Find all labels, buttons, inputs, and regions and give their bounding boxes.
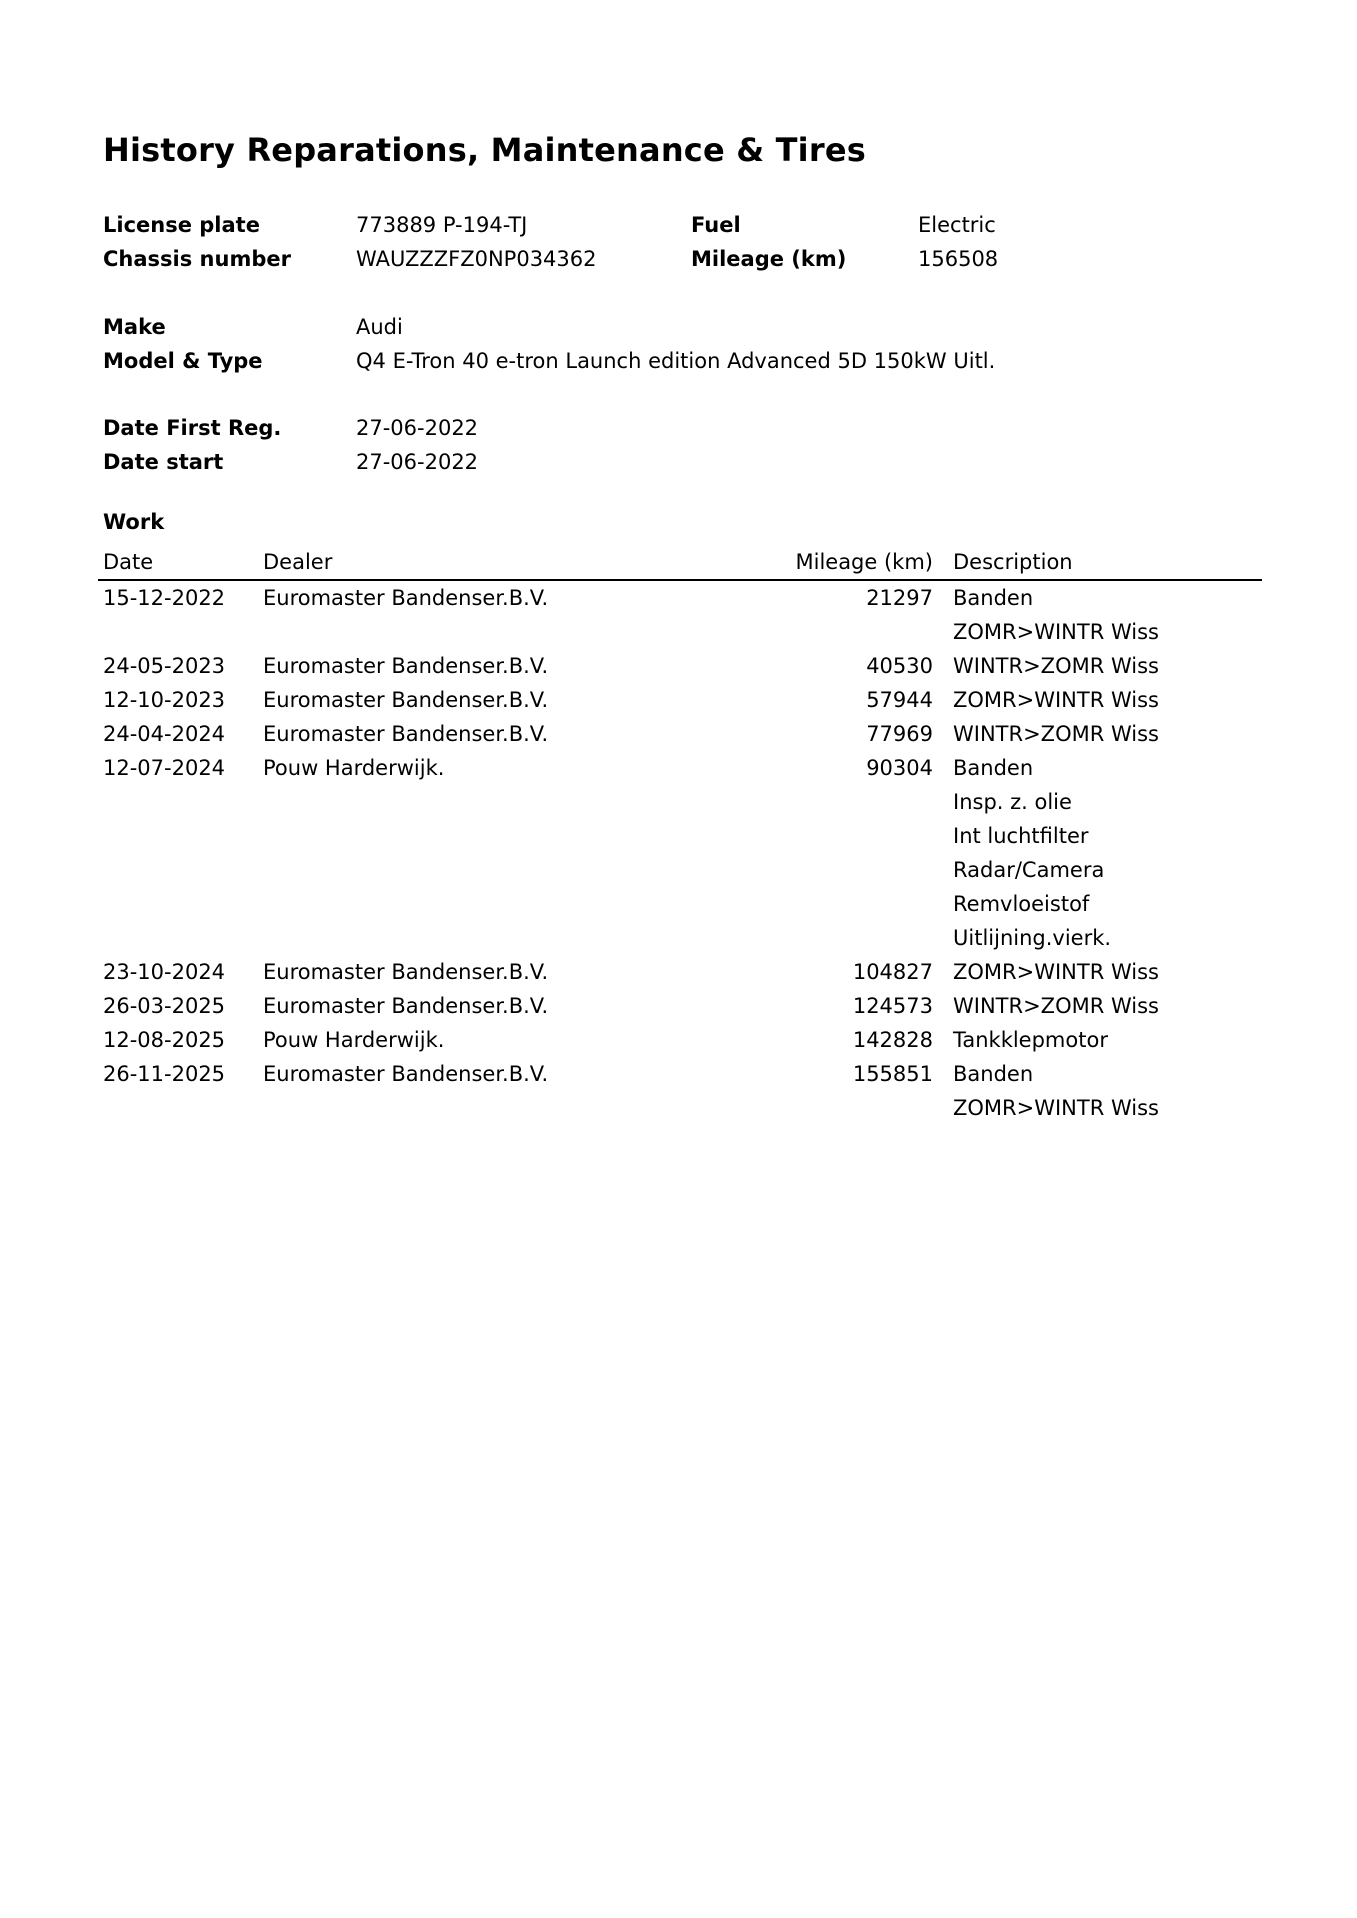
cell-description: Banden <box>953 1062 1034 1086</box>
cell-dealer <box>258 887 678 921</box>
cell-date: 24-05-2023 <box>103 654 226 678</box>
cell-dealer: Euromaster Bandenser.B.V. <box>263 688 549 712</box>
cell-date: 24-04-2024 <box>103 722 226 746</box>
cell-description: Int luchtfilter <box>953 824 1089 848</box>
cell-mileage: 104827 <box>852 960 933 984</box>
date-start-label: Date start <box>103 450 224 474</box>
cell-date <box>98 921 258 955</box>
cell-mileage <box>678 785 948 819</box>
cell-mileage: 21297 <box>866 586 933 610</box>
cell-description: Banden <box>953 756 1034 780</box>
cell-dealer <box>258 819 678 853</box>
table-row <box>98 887 1262 921</box>
cell-description: WINTR>ZOMR Wiss <box>953 722 1160 746</box>
cell-mileage <box>678 853 948 887</box>
cell-description: ZOMR>WINTR Wiss <box>953 1096 1160 1120</box>
first-reg-label: Date First Reg. <box>103 416 282 440</box>
make-label: Make <box>103 315 166 339</box>
header-description: Description <box>948 545 1262 580</box>
cell-date: 15-12-2022 <box>103 586 226 610</box>
mileage-label: Mileage (km) <box>691 247 847 271</box>
cell-dealer <box>258 921 678 955</box>
fuel-label: Fuel <box>691 213 741 237</box>
cell-date: 26-03-2025 <box>103 994 226 1018</box>
fuel-value: Electric <box>918 213 996 237</box>
cell-dealer <box>258 853 678 887</box>
cell-mileage: 40530 <box>866 654 933 678</box>
cell-dealer: Euromaster Bandenser.B.V. <box>263 1062 549 1086</box>
cell-mileage: 77969 <box>866 722 933 746</box>
cell-description: ZOMR>WINTR Wiss <box>953 960 1160 984</box>
cell-dealer: Euromaster Bandenser.B.V. <box>263 722 549 746</box>
chassis-value: WAUZZZFZ0NP034362 <box>356 247 597 271</box>
cell-mileage: 155851 <box>852 1062 933 1086</box>
first-reg-value: 27-06-2022 <box>356 416 479 440</box>
table-row <box>98 819 1262 853</box>
table-row <box>98 1091 1262 1125</box>
table-row <box>98 1023 1262 1057</box>
date-start-value: 27-06-2022 <box>356 450 479 474</box>
page-title: History Reparations, Maintenance & Tires <box>103 131 866 169</box>
cell-date: 12-10-2023 <box>103 688 226 712</box>
table-row <box>98 989 1262 1023</box>
cell-mileage <box>678 921 948 955</box>
cell-description: ZOMR>WINTR Wiss <box>953 688 1160 712</box>
license-plate-value: 773889 P-194-TJ <box>356 213 528 237</box>
cell-mileage: 90304 <box>866 756 933 780</box>
cell-date <box>98 1091 258 1125</box>
cell-dealer: Pouw Harderwijk. <box>263 1028 445 1052</box>
table-header-row <box>98 545 1262 580</box>
cell-description: Tankklepmotor <box>953 1028 1108 1052</box>
cell-mileage: 124573 <box>852 994 933 1018</box>
table-row <box>98 921 1262 955</box>
cell-date: 26-11-2025 <box>103 1062 226 1086</box>
cell-dealer <box>258 1091 678 1125</box>
table-row <box>98 853 1262 887</box>
cell-mileage <box>678 819 948 853</box>
cell-description: Radar/Camera <box>953 858 1105 882</box>
cell-description: Insp. z. olie <box>953 790 1072 814</box>
make-value: Audi <box>356 315 403 339</box>
table-row <box>98 955 1262 989</box>
header-dealer: Dealer <box>258 545 678 580</box>
cell-description: Uitlijning.vierk. <box>953 926 1112 950</box>
table-row <box>98 683 1262 717</box>
table-row <box>98 751 1262 785</box>
cell-mileage: 57944 <box>866 688 933 712</box>
cell-description: Banden <box>953 586 1034 610</box>
work-section-title: Work <box>103 510 165 534</box>
table-row <box>98 649 1262 683</box>
cell-date <box>98 785 258 819</box>
cell-description: Remvloeistof <box>953 892 1090 916</box>
cell-dealer <box>258 615 678 649</box>
cell-date: 23-10-2024 <box>103 960 226 984</box>
cell-date <box>98 819 258 853</box>
table-row <box>98 580 1262 615</box>
cell-mileage: 142828 <box>852 1028 933 1052</box>
cell-date <box>98 887 258 921</box>
cell-description: ZOMR>WINTR Wiss <box>953 620 1160 644</box>
cell-dealer: Pouw Harderwijk. <box>263 756 445 780</box>
cell-mileage <box>678 887 948 921</box>
chassis-label: Chassis number <box>103 247 291 271</box>
work-history-table <box>98 545 1262 1125</box>
model-label: Model & Type <box>103 349 263 373</box>
cell-date <box>98 615 258 649</box>
table-row <box>98 1057 1262 1091</box>
cell-description: WINTR>ZOMR Wiss <box>953 654 1160 678</box>
table-row <box>98 785 1262 819</box>
cell-dealer: Euromaster Bandenser.B.V. <box>263 586 549 610</box>
cell-date: 12-07-2024 <box>103 756 226 780</box>
cell-dealer <box>258 785 678 819</box>
cell-mileage <box>678 615 948 649</box>
license-plate-label: License plate <box>103 213 260 237</box>
cell-dealer: Euromaster Bandenser.B.V. <box>263 960 549 984</box>
mileage-value: 156508 <box>918 247 999 271</box>
cell-mileage <box>678 1091 948 1125</box>
cell-date <box>98 853 258 887</box>
header-date: Date <box>98 545 258 580</box>
model-value: Q4 E-Tron 40 e-tron Launch edition Advanced 5D 150kW Uitl. <box>356 349 996 373</box>
header-mileage: Mileage (km) <box>678 545 948 580</box>
cell-dealer: Euromaster Bandenser.B.V. <box>263 994 549 1018</box>
table-row <box>98 717 1262 751</box>
cell-description: WINTR>ZOMR Wiss <box>953 994 1160 1018</box>
table-row <box>98 615 1262 649</box>
cell-date: 12-08-2025 <box>103 1028 226 1052</box>
cell-dealer: Euromaster Bandenser.B.V. <box>263 654 549 678</box>
